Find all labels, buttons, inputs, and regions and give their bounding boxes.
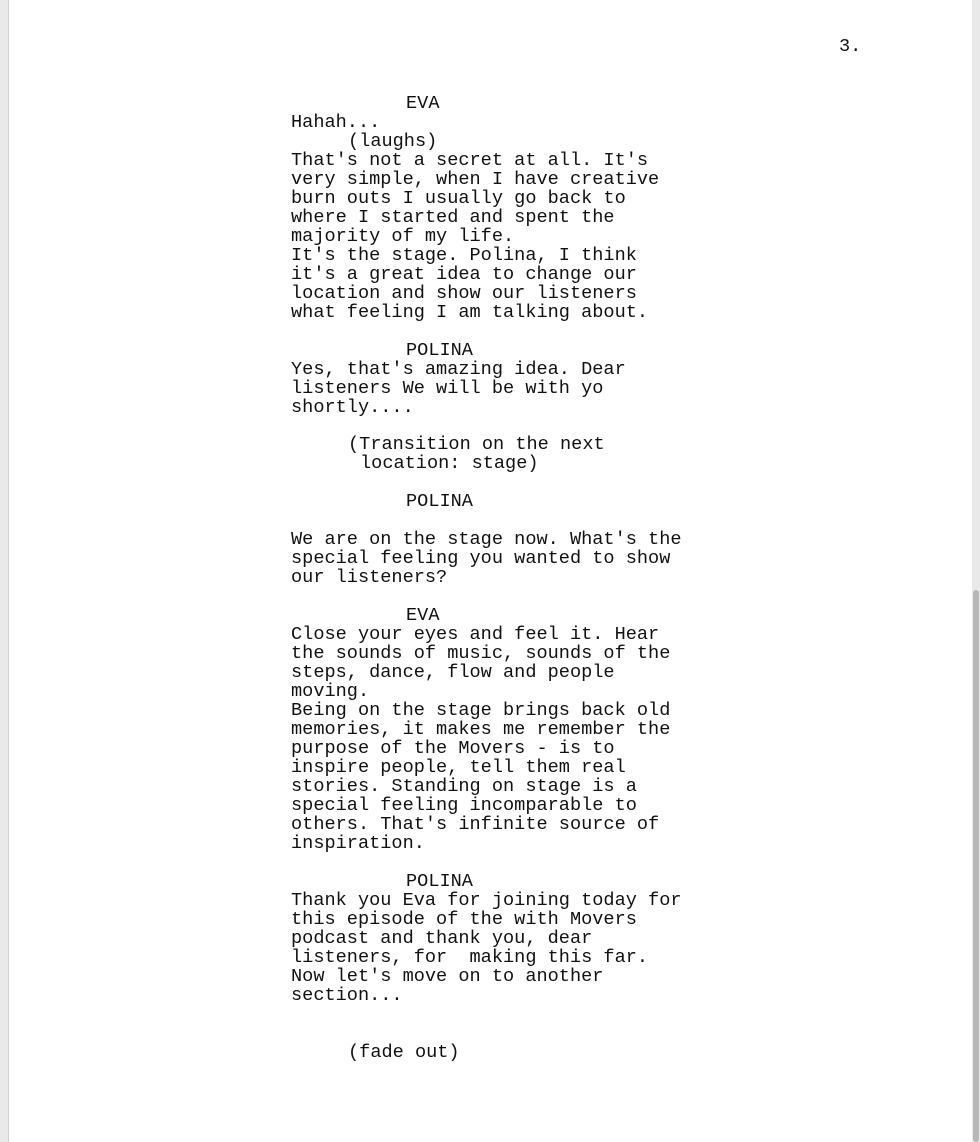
parenthetical-line: (laughs) bbox=[348, 131, 438, 152]
dialogue-line: the sounds of music, sounds of the bbox=[291, 643, 671, 664]
vertical-scrollbar[interactable] bbox=[972, 0, 980, 1142]
dialogue-line: listeners, for making this far. bbox=[291, 947, 649, 968]
dialogue-line: stories. Standing on stage is a bbox=[291, 776, 637, 797]
character-name: EVA bbox=[406, 93, 440, 114]
dialogue-line: Yes, that's amazing idea. Dear bbox=[291, 359, 626, 380]
parenthetical-line: (fade out) bbox=[348, 1042, 460, 1063]
dialogue-line: That's not a secret at all. It's bbox=[291, 150, 649, 171]
dialogue-line: inspiration. bbox=[291, 833, 425, 854]
parenthetical-line: (Transition on the next bbox=[348, 434, 605, 455]
dialogue-line: section... bbox=[291, 985, 403, 1006]
dialogue-line: Hahah... bbox=[291, 112, 381, 133]
character-name: POLINA bbox=[406, 491, 473, 512]
dialogue-line: It's the stage. Polina, I think bbox=[291, 245, 637, 266]
dialogue-line: majority of my life. bbox=[291, 226, 515, 247]
dialogue-line: purpose of the Movers - is to bbox=[291, 738, 615, 759]
dialogue-line: memories, it makes me remember the bbox=[291, 719, 671, 740]
dialogue-line: inspire people, tell them real bbox=[291, 757, 626, 778]
dialogue-line: Being on the stage brings back old bbox=[291, 700, 671, 721]
dialogue-line: Now let's move on to another bbox=[291, 966, 604, 987]
parenthetical-line: location: stage) bbox=[360, 453, 539, 474]
dialogue-line: We are on the stage now. What's the bbox=[291, 529, 682, 550]
dialogue-line: burn outs I usually go back to bbox=[291, 188, 626, 209]
dialogue-line: Close your eyes and feel it. Hear bbox=[291, 624, 660, 645]
dialogue-line: our listeners? bbox=[291, 567, 448, 588]
dialogue-line: very simple, when I have creative bbox=[291, 169, 660, 190]
dialogue-line: others. That's infinite source of bbox=[291, 814, 660, 835]
dialogue-line: this episode of the with Movers bbox=[291, 909, 637, 930]
dialogue-line: special feeling you wanted to show bbox=[291, 548, 671, 569]
character-name: EVA bbox=[406, 605, 440, 626]
dialogue-line: special feeling incomparable to bbox=[291, 795, 637, 816]
scrollbar-thumb[interactable] bbox=[973, 590, 979, 1142]
dialogue-line: steps, dance, flow and people bbox=[291, 662, 615, 683]
dialogue-line: podcast and thank you, dear bbox=[291, 928, 593, 949]
dialogue-line: moving. bbox=[291, 681, 370, 702]
page-number: 3. bbox=[839, 36, 862, 57]
character-name: POLINA bbox=[406, 340, 473, 361]
script-page bbox=[8, 0, 974, 1142]
dialogue-line: where I started and spent the bbox=[291, 207, 615, 228]
character-name: POLINA bbox=[406, 871, 473, 892]
dialogue-line: what feeling I am talking about. bbox=[291, 302, 649, 323]
dialogue-line: listeners We will be with yo bbox=[291, 378, 604, 399]
dialogue-line: shortly.... bbox=[291, 397, 414, 418]
dialogue-line: Thank you Eva for joining today for bbox=[291, 890, 682, 911]
dialogue-line: location and show our listeners bbox=[291, 283, 637, 304]
dialogue-line: it's a great idea to change our bbox=[291, 264, 637, 285]
